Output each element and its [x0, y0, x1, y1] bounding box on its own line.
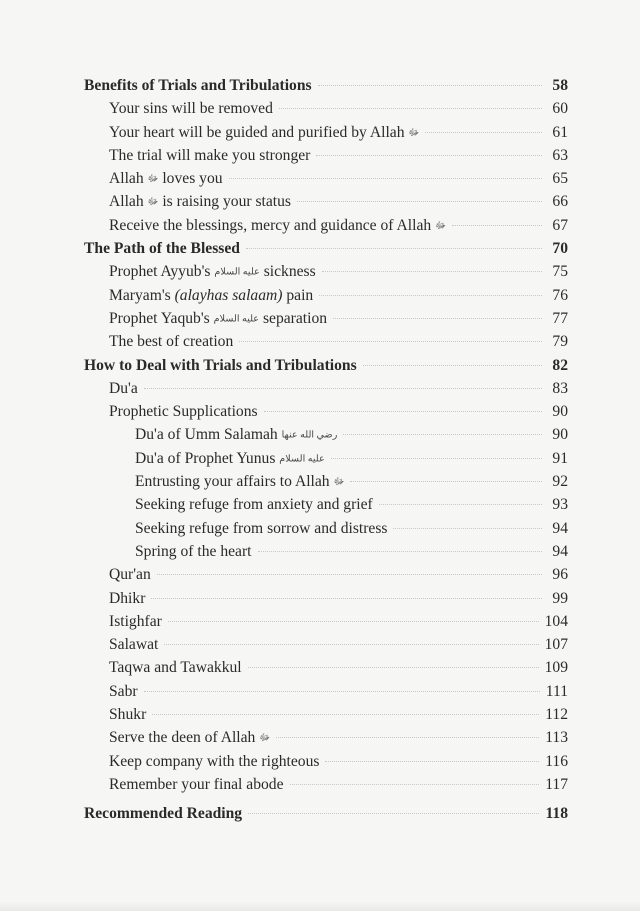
honorific-glyph: ﷻ: [147, 197, 159, 209]
honorific-glyph: ﷻ: [435, 220, 446, 232]
dot-leader: [333, 317, 542, 319]
page-number: 67: [552, 216, 568, 234]
page-number: 91: [552, 449, 568, 467]
title-text: The trial will make you stronger: [109, 146, 311, 164]
toc-entry-title: [109, 656, 242, 679]
page-number: 118: [545, 805, 568, 823]
toc-entry-title: [109, 121, 419, 145]
toc-entry: [84, 260, 568, 283]
title-text: sickness: [259, 263, 316, 281]
toc-entry-title: [109, 750, 319, 773]
page-edge-shadow: [0, 901, 640, 911]
dot-leader: [144, 690, 540, 692]
dot-leader: [452, 224, 542, 226]
honorific-glyph: عليه السلام: [214, 266, 260, 278]
title-text: Recommended Reading: [84, 805, 243, 823]
dot-leader: [319, 294, 542, 296]
toc-entry-title: [109, 633, 158, 656]
toc-entry: [84, 633, 568, 656]
toc-subentry: [84, 517, 568, 540]
page-number: 76: [552, 286, 568, 304]
toc-section-entry: [84, 354, 568, 377]
title-text: Keep company with the righteous: [109, 752, 320, 770]
toc-entry-title: [109, 190, 291, 214]
toc-entry-title: [84, 74, 312, 97]
title-text: Spring of the heart: [135, 542, 252, 560]
toc-entry: [84, 773, 568, 796]
toc-entry-title: [109, 587, 145, 610]
toc-entry-title: [135, 493, 373, 516]
toc-entry-title: [109, 97, 273, 120]
toc-entry: [84, 680, 568, 703]
page-number: 63: [552, 146, 568, 164]
toc-entry: [84, 214, 568, 237]
title-text: The best of creation: [109, 333, 234, 351]
honorific-glyph: ﷻ: [259, 732, 271, 744]
toc-entry-title: [109, 610, 162, 633]
title-text: Your sins will be removed: [109, 100, 273, 118]
toc-entry-title: [109, 400, 258, 423]
toc-entry: [84, 144, 568, 167]
title-text: Allah: [109, 170, 148, 188]
title-text: Dhikr: [109, 589, 146, 607]
title-text: Entrusting your affairs to Allah: [135, 473, 334, 491]
dot-leader: [393, 527, 542, 529]
page-number: 112: [545, 706, 568, 724]
toc-entry-title: [109, 284, 313, 307]
dot-leader: [343, 433, 542, 435]
toc-subentry: [84, 423, 568, 446]
toc-entry-title: [109, 726, 270, 750]
toc-entry-title: [135, 517, 387, 540]
toc-entry: [84, 97, 568, 120]
title-text: pain: [282, 286, 314, 304]
toc-entry-title: [135, 540, 252, 563]
honorific-glyph: ﷻ: [333, 476, 345, 488]
toc-entry-title: [109, 330, 233, 353]
dot-leader: [258, 550, 543, 552]
title-text: Prophetic Supplications: [109, 403, 258, 421]
title-text: Remember your final abode: [109, 775, 284, 793]
toc-entry-title: [84, 354, 357, 377]
page-number: 79: [552, 333, 568, 351]
honorific-glyph: ﷻ: [408, 127, 420, 139]
title-text: Seeking refuge from anxiety and grief: [135, 496, 373, 514]
title-text: Allah: [109, 193, 148, 211]
title-text: Taqwa and Tawakkul: [109, 659, 242, 677]
toc-entry: [84, 656, 568, 679]
honorific-glyph: ﷻ: [147, 173, 159, 185]
toc-entry-title: [84, 802, 242, 825]
page-number: 90: [552, 403, 568, 421]
page-number: 116: [545, 752, 568, 770]
dot-leader: [157, 573, 542, 575]
page-number: 65: [552, 170, 568, 188]
page-number: 60: [552, 100, 568, 118]
title-text: Shukr: [109, 706, 147, 724]
title-text: The Path of the Blessed: [84, 240, 240, 258]
toc-entry: [84, 284, 568, 307]
toc-entry: [84, 190, 568, 213]
toc-entry-title: [109, 563, 151, 586]
title-text: Prophet Yaqub's: [109, 309, 214, 327]
toc-entry-title: [109, 773, 284, 796]
toc-entry: [84, 703, 568, 726]
dot-leader: [322, 270, 542, 272]
toc-section-entry: [84, 237, 568, 260]
toc-entry: [84, 750, 568, 773]
dot-leader: [318, 84, 542, 86]
title-text: Receive the blessings, mercy and guidance of Allah: [109, 216, 436, 234]
dot-leader: [290, 783, 540, 785]
title-text: Du'a: [109, 379, 138, 397]
page-number: 92: [552, 473, 568, 491]
dot-leader: [425, 131, 542, 133]
page-number: 77: [552, 309, 568, 327]
title-text: Qur'an: [109, 566, 151, 584]
dot-leader: [331, 457, 542, 459]
dot-leader: [144, 387, 542, 389]
page-number: 90: [552, 426, 568, 444]
title-text: Benefits of Trials and Tribulations: [84, 77, 312, 94]
toc-section-entry: [84, 802, 568, 825]
dot-leader: [248, 812, 539, 814]
dot-leader: [316, 154, 542, 156]
toc-entry: [84, 377, 568, 400]
toc-subentry: [84, 493, 568, 516]
toc-entry: [84, 726, 568, 749]
dot-leader: [297, 200, 542, 202]
dot-leader: [168, 620, 539, 622]
dot-leader: [264, 410, 542, 412]
toc-entry-title: [109, 703, 146, 726]
dot-leader: [246, 247, 542, 249]
page-number: 94: [552, 519, 568, 537]
dot-leader: [229, 177, 542, 179]
honorific-glyph: عليه السلام: [279, 453, 325, 465]
title-text: Istighfar: [109, 612, 162, 630]
page-number: 75: [552, 263, 568, 281]
toc-entry-title: [135, 447, 325, 471]
dot-leader: [379, 503, 542, 505]
title-text: loves you: [158, 170, 223, 188]
page-number: 109: [544, 659, 568, 677]
page-number: 113: [545, 729, 568, 747]
toc-entry-title: [109, 377, 138, 400]
title-italic-text: (alayhas salaam): [174, 286, 283, 304]
title-text: Sabr: [109, 682, 138, 700]
toc-entry: [84, 400, 568, 423]
toc-entry: [84, 330, 568, 353]
page-number: 104: [544, 612, 568, 630]
page-number: 83: [552, 379, 568, 397]
toc-entry: [84, 307, 568, 330]
title-text: Maryam's: [109, 286, 175, 304]
page-number: 66: [552, 193, 568, 211]
title-text: separation: [259, 309, 328, 327]
dot-leader: [248, 666, 539, 668]
toc-entry-title: [135, 423, 337, 447]
toc-entry-title: [84, 237, 240, 260]
toc-entry-title: [109, 214, 446, 238]
title-text: Du'a of Umm Salamah: [135, 426, 282, 444]
toc-entry: [84, 563, 568, 586]
toc-entry-title: [109, 260, 316, 284]
page-number: 70: [552, 240, 568, 258]
page-number: 82: [552, 356, 568, 374]
dot-leader: [350, 480, 542, 482]
toc-entry: [84, 121, 568, 144]
page-number: 111: [545, 682, 568, 700]
title-text: is raising your status: [158, 193, 291, 211]
dot-leader: [325, 760, 539, 762]
page-number: 96: [552, 566, 568, 584]
page-number: 117: [545, 775, 568, 793]
honorific-glyph: رضي الله عنها: [281, 430, 338, 442]
toc-entry-title: [109, 307, 327, 331]
dot-leader: [239, 340, 542, 342]
dot-leader: [164, 643, 538, 645]
page-number: 99: [552, 589, 568, 607]
page-number: 58: [552, 77, 568, 94]
title-text: Seeking refuge from sorrow and distress: [135, 519, 388, 537]
toc-entry-title: [109, 167, 223, 191]
title-text: Salawat: [109, 636, 159, 654]
title-text: Serve the deen of Allah: [109, 729, 260, 747]
toc-subentry: [84, 447, 568, 470]
toc-entry-title: [109, 144, 310, 167]
toc-entry-title: [109, 680, 138, 703]
page-number: 61: [552, 123, 568, 141]
title-text: Du'a of Prophet Yunus: [135, 449, 280, 467]
title-text: Prophet Ayyub's: [109, 263, 215, 281]
dot-leader: [363, 364, 542, 366]
toc-section-entry: [84, 74, 568, 97]
toc-entry: [84, 587, 568, 610]
title-text: Your heart will be guided and purified by Allah: [109, 123, 409, 141]
dot-leader: [276, 736, 539, 738]
toc-subentry: [84, 540, 568, 563]
title-text: How to Deal with Trials and Tribulations: [84, 356, 357, 374]
page-number: 107: [544, 636, 568, 654]
dot-leader: [151, 597, 542, 599]
table-of-contents: [84, 74, 568, 826]
toc-entry-title: [135, 470, 344, 494]
dot-leader: [279, 107, 542, 109]
page-number: 94: [552, 542, 568, 560]
page-number: 93: [552, 496, 568, 514]
dot-leader: [152, 713, 539, 715]
toc-subentry: [84, 470, 568, 493]
toc-entry: [84, 610, 568, 633]
toc-entry: [84, 167, 568, 190]
honorific-glyph: عليه السلام: [213, 313, 260, 325]
